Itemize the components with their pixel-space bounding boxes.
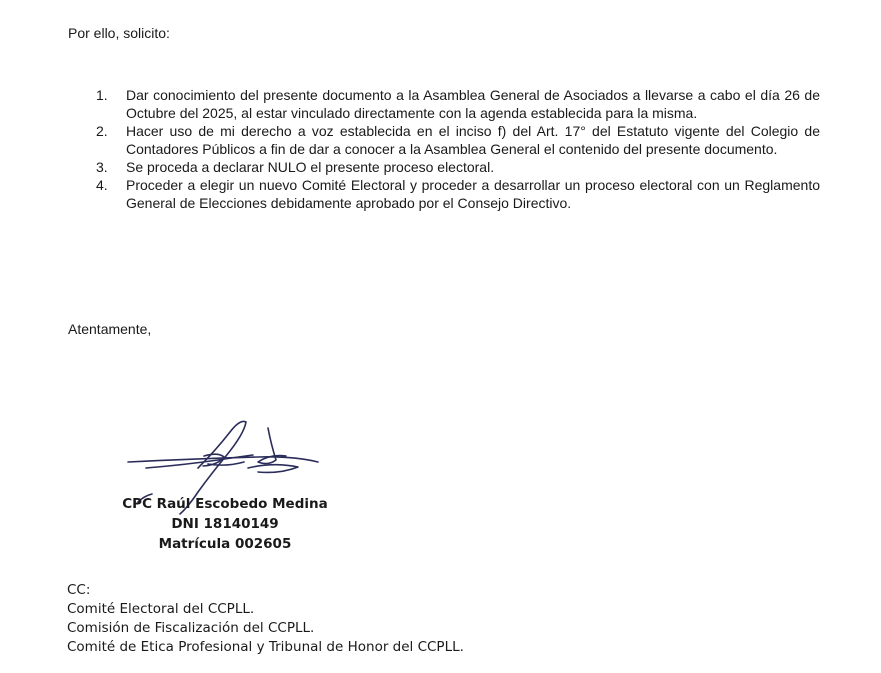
list-item-text: Se proceda a declarar NULO el presente proceso electoral. — [126, 159, 495, 175]
list-item-text: Hacer uso de mi derecho a voz establecida en el inciso f) del Art. 17° del Estatuto vigente del Colegio de Contadores Públicos a fin de dar a conocer a la Asamblea General el contenido del presente documento. — [126, 123, 820, 157]
list-item-number: 2. — [96, 123, 108, 139]
cc-recipient: Comisión de Fiscalización del CCPLL. — [67, 620, 315, 636]
list-item-number: 4. — [96, 177, 108, 193]
closing-text: Atentamente, — [68, 321, 152, 337]
cc-block — [67, 581, 464, 657]
signature-block — [100, 494, 350, 554]
signer-name: CPC Raúl Escobedo Medina — [122, 496, 328, 512]
cc-recipient: Comité Electoral del CCPLL. — [67, 601, 255, 617]
list-item-number: 1. — [96, 87, 108, 103]
list-item — [96, 122, 820, 158]
list-item — [96, 86, 820, 122]
request-list — [96, 86, 820, 212]
cc-recipient: Comité de Etica Profesional y Tribunal de Honor del CCPLL. — [67, 639, 464, 655]
list-item-text: Dar conocimiento del presente documento a la Asamblea General de Asociados a llevarse a cabo el día 26 de Octubre del 2025, al estar vinculado directamente con la agenda establecida para la misma. — [126, 87, 820, 121]
intro-text: Por ello, solicito: — [68, 25, 170, 41]
list-item-text: Proceder a elegir un nuevo Comité Electoral y proceder a desarrollar un proceso electoral con un Reglamento General de Elecciones debidamente aprobado por el Consejo Directivo. — [126, 177, 820, 211]
cc-label: CC: — [67, 582, 91, 598]
list-item — [96, 176, 820, 212]
list-item-number: 3. — [96, 159, 108, 175]
list-item — [96, 158, 820, 176]
signer-matricula: Matrícula 002605 — [158, 536, 292, 552]
signer-dni: DNI 18140149 — [171, 516, 279, 532]
